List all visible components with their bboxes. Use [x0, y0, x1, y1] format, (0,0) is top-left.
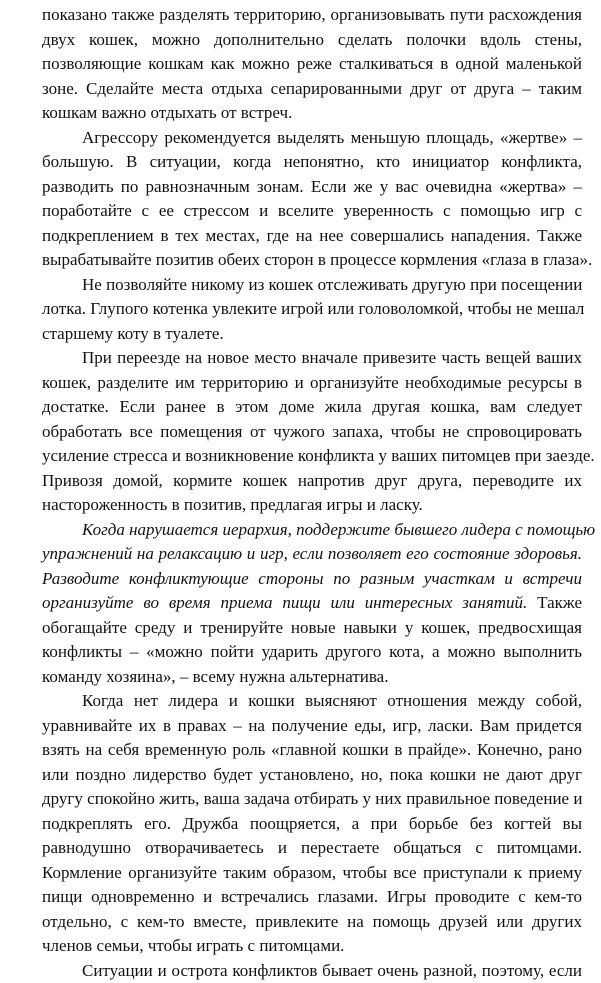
- paragraph: [42, 959, 582, 983]
- text-line: [42, 395, 582, 420]
- line-text: позволяющие кошкам как можно реже сталкиваться в одной маленькой: [42, 54, 582, 73]
- paragraph: [42, 126, 582, 273]
- italic-text: Разводите конфликтующие стороны по разным участкам и встречи: [42, 569, 582, 588]
- text-line: [42, 126, 582, 151]
- document-page: [42, 3, 582, 983]
- text-line: [42, 812, 582, 837]
- text-line: [42, 714, 582, 739]
- text-line: [42, 175, 582, 200]
- line-text: равнодушно отворачиваетесь и перестаете общаться с питомцами.: [42, 838, 582, 857]
- text-line: [42, 640, 582, 665]
- text-line: [42, 665, 582, 690]
- line-text: обработать все помещения от чужого запаха, чтобы не спровоцировать: [42, 422, 582, 441]
- line-text: или поздно лидерство будет установлено, но, пока кошки не дают друг: [42, 765, 582, 784]
- text-line: [42, 787, 582, 812]
- line-text: кошек, разделите им территорию и организуйте необходимые ресурсы в: [42, 373, 582, 392]
- paragraph: [42, 346, 582, 518]
- text-line: [42, 836, 582, 861]
- line-text: большую. В ситуации, когда непонятно, кто инициатор конфликта,: [42, 152, 582, 171]
- line-text: разводить по равнозначным зонам. Если же у вас очевидна «жертва» –: [42, 177, 582, 196]
- line-text: зоне. Сделайте места отдыха сепарированными друг от друга – таким: [42, 79, 582, 98]
- text-line: [42, 77, 582, 102]
- line-text: поработайте с ее стрессом и вселите уверенность с помощью игр с: [42, 201, 582, 220]
- line-text: команду хозяина», – всему нужна альтернатива.: [42, 667, 388, 686]
- text-line: [42, 885, 582, 910]
- italic-text: упражнений на релаксацию и игр, если позволяет его состояние здоровья.: [42, 544, 582, 563]
- line-text: двух кошек, можно дополнительно сделать полочки вдоль стены,: [42, 30, 582, 49]
- line-text: Ситуации и острота конфликтов бывает очень разной, поэтому, если: [82, 961, 582, 980]
- line-text: обогащайте среду и тренируйте новые навыки у кошек, предвосхищая: [42, 618, 582, 637]
- text-line: [42, 322, 582, 347]
- line-text: старшему коту в туалете.: [42, 324, 224, 343]
- text-line: [42, 763, 582, 788]
- italic-text: Когда нарушается иерархия, поддержите бывшего лидера с помощью: [82, 520, 595, 539]
- line-text: взять на себя временную роль «главной кошки в прайде». Конечно, рано: [42, 740, 582, 759]
- text-line: [42, 910, 582, 935]
- text-line: [42, 297, 582, 322]
- line-text: кошкам важно отдыхать от встреч.: [42, 103, 292, 122]
- line-text: лотка. Глупого котенка увлеките игрой или головоломкой, чтобы не мешал: [42, 299, 584, 318]
- text-line: [42, 150, 582, 175]
- text-line: [42, 469, 582, 494]
- line-text: подкреплять его. Дружба поощряется, а при борьбе без когтей вы: [42, 814, 582, 833]
- text-line: [42, 273, 582, 298]
- line-text: вырабатывайте позитив обеих сторон в процессе кормления «глаза в глаза».: [42, 250, 592, 269]
- paragraph: [42, 273, 582, 347]
- text-line: [42, 689, 582, 714]
- text-line: [42, 371, 582, 396]
- line-text: членов семьи, чтобы играть с питомцами.: [42, 936, 344, 955]
- text-line: [42, 959, 582, 983]
- line-text: конфликты – «можно пойти ударить другого кота, а можно выполнить: [42, 642, 582, 661]
- line-text: Не позволяйте никому из кошек отслеживать другую при посещении: [82, 275, 582, 294]
- text-line: [42, 542, 582, 567]
- text-line: [42, 3, 582, 28]
- line-text: Агрессору рекомендуется выделять меньшую площадь, «жертве» –: [82, 128, 582, 147]
- line-text: Также: [527, 593, 582, 612]
- line-text: подкреплением в тех местах, где на нее совершались нападения. Также: [42, 226, 582, 245]
- text-line: [42, 567, 582, 592]
- line-text: показано также разделять территорию, организовывать пути расхождения: [42, 5, 582, 24]
- line-text: При переезде на новое место вначале привезите часть вещей ваших: [82, 348, 582, 367]
- text-line: [42, 444, 582, 469]
- text-line: [42, 101, 582, 126]
- italic-text: организуйте во время приема пищи или интересных занятий.: [42, 593, 527, 612]
- text-line: [42, 52, 582, 77]
- line-text: пищи одновременно и встречались глазами. Игры проводите с кем-то: [42, 887, 582, 906]
- text-line: [42, 420, 582, 445]
- line-text: отдельно, с кем-то вместе, привлеките на помощь друзей или других: [42, 912, 582, 931]
- text-line: [42, 28, 582, 53]
- paragraph: [42, 3, 582, 126]
- text-line: [42, 346, 582, 371]
- paragraph: [42, 518, 582, 690]
- line-text: Привозя домой, кормите кошек напротив друг друга, переводите их: [42, 471, 582, 490]
- text-line: [42, 518, 582, 543]
- text-line: [42, 934, 582, 959]
- line-text: другу спокойно жить, ваша задача отбирать у них правильное поведение и: [42, 789, 582, 808]
- text-line: [42, 493, 582, 518]
- text-line: [42, 616, 582, 641]
- line-text: достатке. Если ранее в этом доме жила другая кошка, вам следует: [42, 397, 582, 416]
- line-text: усиление стресса и возникновение конфликта у ваших питомцев при заезде.: [42, 446, 595, 465]
- text-line: [42, 738, 582, 763]
- text-line: [42, 591, 582, 616]
- line-text: Кормление организуйте таким образом, чтобы все приступали к приему: [42, 863, 582, 882]
- text-line: [42, 248, 582, 273]
- paragraph: [42, 689, 582, 959]
- text-line: [42, 861, 582, 886]
- line-text: Когда нет лидера и кошки выясняют отношения между собой,: [82, 691, 582, 710]
- text-line: [42, 199, 582, 224]
- line-text: уравнивайте их в правах – на получение еды, игр, ласки. Вам придется: [42, 716, 582, 735]
- text-line: [42, 224, 582, 249]
- line-text: настороженность в позитив, предлагая игры и ласку.: [42, 495, 423, 514]
